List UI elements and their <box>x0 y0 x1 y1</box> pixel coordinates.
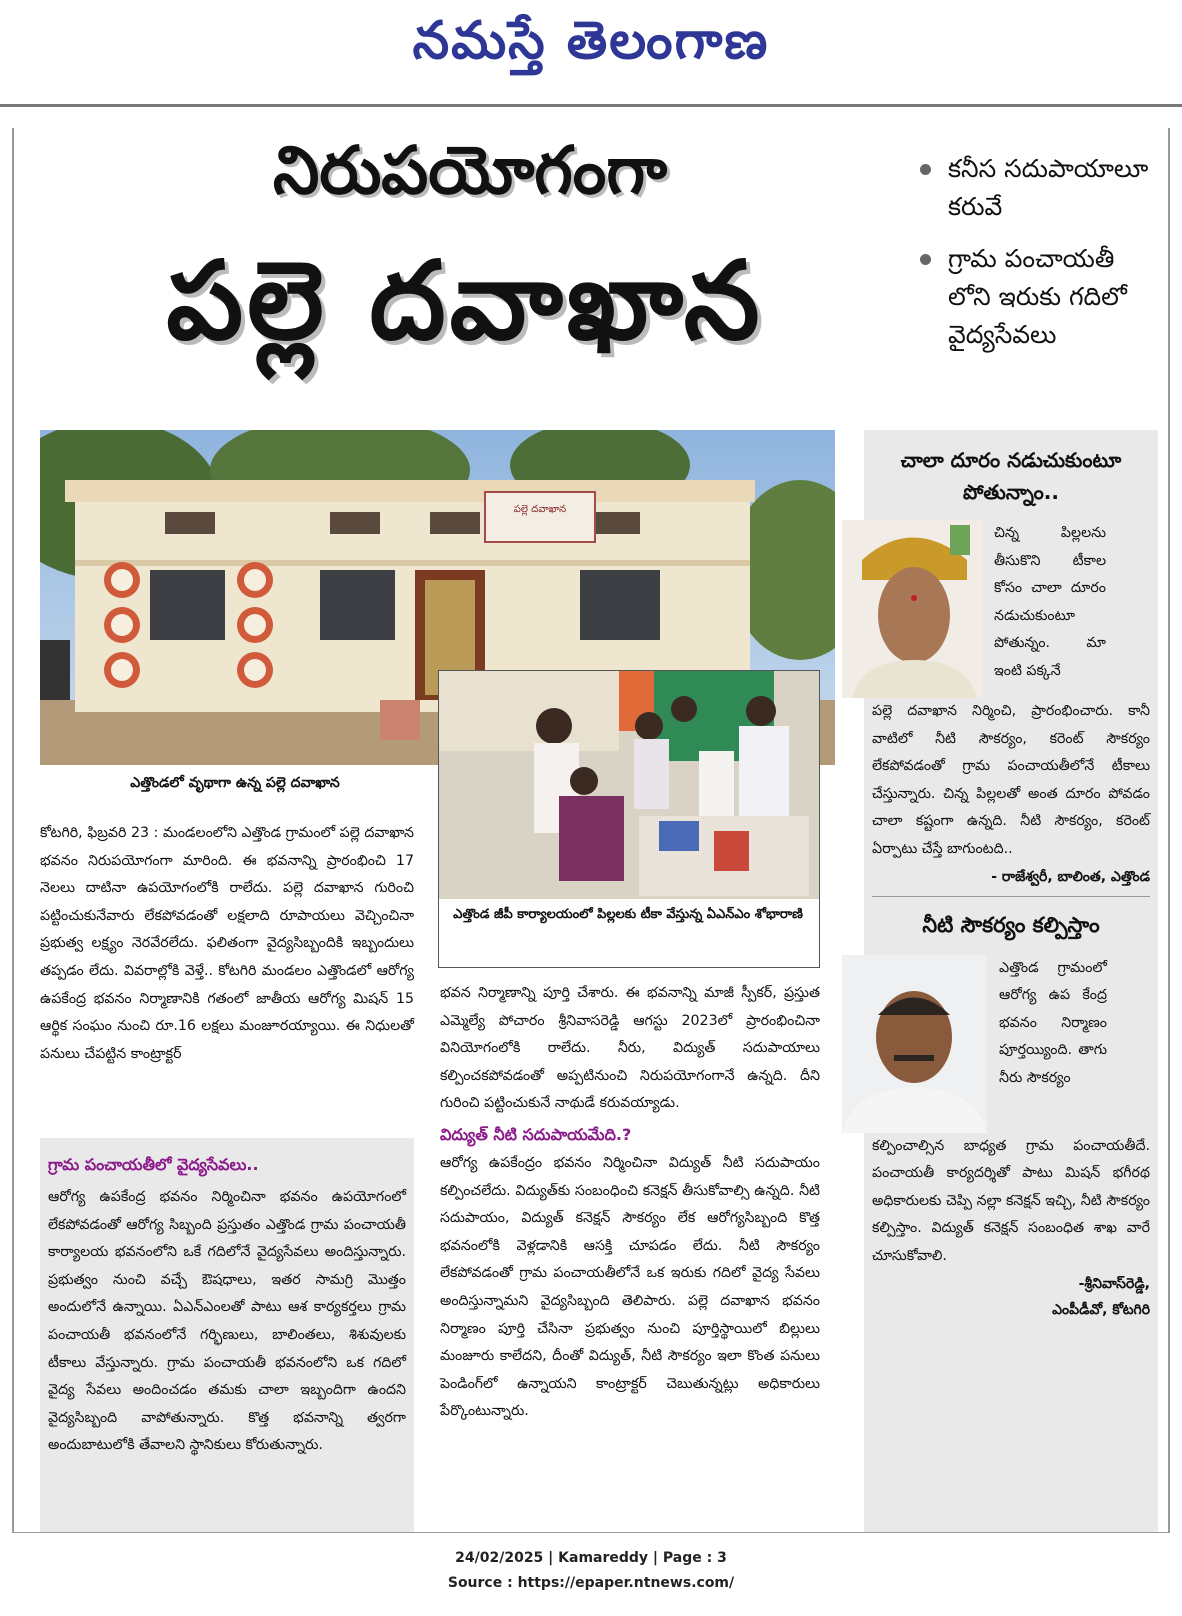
highlight-text: కనీస సదుపాయాలూ కరువే <box>948 154 1149 221</box>
headline-line2: పల్లె దవాఖాన <box>166 239 764 364</box>
frame-border-right <box>1168 128 1170 1533</box>
subsection-text: ఆరోగ్య ఉపకేంద్ర భవనం నిర్మించినా భవనం ఉపయోగంలో లేకపోవడంతో ఆరోగ్య సిబ్బంది ప్రస్తుతం ఎత్తొండ గ్రామ పంచాయతీ కార్యాలయ భవనంలోని ఒకే గదిలోనే వైద్యసేవలు అందిస్తున్నారు. ప్రభుత్వం నుంచి వచ్చే ఔషధాలు, ఇతర సామగ్రి మొత్తం అందులోనే ఉన్నాయి. ఏఎన్‌ఎంలతో పాటు ఆశ కార్యకర్తలు గ్రామ పంచాయతీ భవనంలోనే గర్భిణులు, బాలింతలు, శిశువులకు టీకాలు వేస్తున్నారు. గ్రామ పంచాయతీ భవనంలోని ఒక గదిలో వైద్య సేవలు అందించడం తమకు చాలా ఇబ్బందిగా ఉందని వైద్యసిబ్బంది వాపోతున్నారు. కొత్త భవనాన్ని త్వరగా అందుబాటులోకి తేవాలని స్థానికులు కోరుతున్నారు. <box>48 1189 406 1454</box>
highlights-list <box>918 150 1158 368</box>
highlight-item <box>918 150 1158 226</box>
quote2-text-rest: కల్పించాల్సిన బాధ్యత గ్రామ పంచాయతీదే. పంచాయతీ కార్యదర్శితో పాటు మిషన్ భగీరథ అధికారులకు చెప్పి నల్లా కనెక్షన్ ఇచ్చి, నీటి సౌకర్యం కల్పిస్తాం. విద్యుత్ కనెక్షన్ సంబంధిత శాఖ వారే చూసుకోవాలి. <box>872 1137 1150 1264</box>
article-column-2 <box>440 980 820 1426</box>
footer-source-link[interactable]: Source : https://epaper.ntnews.com/ <box>447 1575 735 1591</box>
bullet-icon <box>920 164 931 175</box>
masthead-rule <box>0 104 1182 107</box>
highlight-text: గ్రామ పంచాయతీ లోని ఇరుకు గదిలో వైద్యసేవలు <box>948 244 1127 349</box>
masthead <box>0 0 1182 106</box>
main-photo-caption: ఎత్తొండలో వృథాగా ఉన్న పల్లె దవాఖాన <box>130 775 340 791</box>
subsection-title: గ్రామ పంచాయతీలో వైద్యసేవలు.. <box>48 1155 259 1174</box>
quote1-title: చాలా దూరం నడుచుకుంటూ పోతున్నాం.. <box>900 448 1122 504</box>
vaccination-photo <box>439 671 819 899</box>
highlight-item <box>918 240 1158 354</box>
quote1-text-rest: పల్లె దవాఖాన నిర్మించి, ప్రారంభించారు. కానీ వాటిలో నీటి సౌకర్యం, కరెంట్ సౌకర్యం లేకపోవడంతో గ్రామ పంచాయతీలోనే టీకాలు చేస్తున్నారు. చిన్న పిల్లలతో అంత దూరం పోవడం చాలా కష్టంగా ఉన్నది. నీటి సౌకర్యం, కరెంట్ ఏర్పాటు చేస్తే బాగుంటది.. <box>872 703 1150 857</box>
article-column-1 <box>40 820 414 1068</box>
quote1-signature: - రాజేశ్వరీ, బాలింత, ఎత్తొండ <box>991 868 1150 885</box>
newspaper-title: నమస్తే తెలంగాణ <box>412 10 770 71</box>
article-paragraph: భవన నిర్మాణాన్ని పూర్తి చేశారు. ఈ భవనాన్ని మాజీ స్పీకర్, ప్రస్తుత ఎమ్మెల్యే పోచారం శ్రీనివాసరెడ్డి ఆగస్టు 2023లో ప్రారంభించినా వినియోగంలోకి రాలేదు. నీరు, విద్యుత్ సదుపాయాలు కల్పించకపోవడంతో అప్పటినుంచి నిరుపయోగంగానే ఉన్నది. దీని గురించి పట్టించుకునే నాథుడే కరువయ్యాడు. <box>440 985 820 1112</box>
quote2-signature-role: ఎంపీడీవో, కోటగిరి <box>1052 1301 1150 1318</box>
inset-photo-caption: ఎత్తొండ జీపీ కార్యాలయంలో పిల్లలకు టీకా వేస్తున్న ఏఎన్‌ఎం శోభారాణి <box>453 907 803 922</box>
bullet-icon <box>920 254 931 265</box>
frame-border-bottom <box>12 1532 1170 1533</box>
article-paragraph: ఆరోగ్య ఉపకేంద్రం భవనం నిర్మించినా విద్యుత్ నీటి సదుపాయం కల్పించలేదు. విద్యుత్‌కు సంబంధించి కనెక్షన్ తీసుకోవాల్సి ఉన్నది. నీటి సదుపాయం, విద్యుత్ కనెక్షన్ సౌకర్యం లేక ఆరోగ్యసిబ్బంది కొత్త భవనంలోకి వెళ్లడానికి ఆసక్తి చూపడం లేదు. నీటి సౌకర్యం లేకపోవడంతో గ్రామ పంచాయతీలోనే ఒక ఇరుకు గదిలో వైద్య సేవలు అందిస్తున్నామని వైద్యసిబ్బంది తెలిపారు. పల్లె దవాఖాన భవనం నిర్మాణం పూర్తి చేసినా ప్రభుత్వం నుంచి పూర్తిస్థాయిలో బిల్లులు మంజూరు కాలేదని, దీంతో విద్యుత్, నీటి సౌకర్యం ఇలా కొంత పనులు పెండింగ్‌లో ఉన్నాయని కాంట్రాక్టర్ చెబుతున్నట్లు అధికారులు పేర్కొంటున్నారు. <box>440 1154 820 1420</box>
quote2-signature-name: -శ్రీనివాస్‌రెడ్డి, <box>1078 1275 1150 1292</box>
building-sign-text: పల్లె దవాఖాన <box>513 504 567 515</box>
avatar-srinivas-reddy <box>842 955 987 1133</box>
subsection-box-panchayat <box>40 1138 414 1532</box>
quote1-text-short: చిన్న పిల్లలను తీసుకొని టీకాల కోసం చాలా దూరం నడుచుకుంటూ పోతున్నం. మా ఇంటి పక్కనే <box>994 525 1106 679</box>
avatar-rajeshwari <box>842 520 982 698</box>
sidebar-divider <box>872 896 1150 897</box>
quote2-title: నీటి సౌకర్యం కల్పిస్తాం <box>922 912 1100 937</box>
quote2-text-short: ఎత్తొండ గ్రామంలో ఆరోగ్య ఉప కేంద్ర భవనం నిర్మాణం పూర్తయ్యింది. తాగు నీరు సౌకర్యం <box>999 959 1107 1086</box>
subsection-title-electricity: విద్యుత్ నీటి సదుపాయమేది.? <box>440 1124 632 1144</box>
sidebar-quotes <box>864 430 1158 1532</box>
footer-date-edition: 24/02/2025 | Kamareddy | Page : 3 <box>455 1550 727 1566</box>
frame-border-left <box>12 128 14 1533</box>
article-paragraph: కోటగిరి, ఫిబ్రవరి 23 : మండలంలోని ఎత్తొండ గ్రామంలో పల్లె దవాఖాన భవనం నిరుపయోగంగా మారింది. ఈ భవనాన్ని ప్రారంభించి 17 నెలలు దాటినా ఉపయోగంలోకి రాలేదు. పల్లె దవాఖాన గురించి పట్టించుకునేవారు లేకపోవడంతో లక్షలాది రూపాయలు వెచ్చించినా ప్రభుత్వ లక్ష్యం నెరవేరలేదు. ఫలితంగా వైద్యసిబ్బందికి ఇబ్బందులు తప్పడం లేదు. వివరాల్లోకి వెళ్తే.. కోటగిరి మండలం ఎత్తొండలో ఆరోగ్య ఉపకేంద్ర భవనం నిర్మాణానికి గతంలో జాతీయ ఆరోగ్య మిషన్ 15 ఆర్థిక సంఘం నుంచి రూ.16 లక్షలు మంజూరయ్యాయి. ఈ నిధులతో పనులు చేపట్టిన కాంట్రాక్టర్ <box>40 825 414 1062</box>
headline-line1: నిరుపయోగంగా <box>272 132 668 209</box>
